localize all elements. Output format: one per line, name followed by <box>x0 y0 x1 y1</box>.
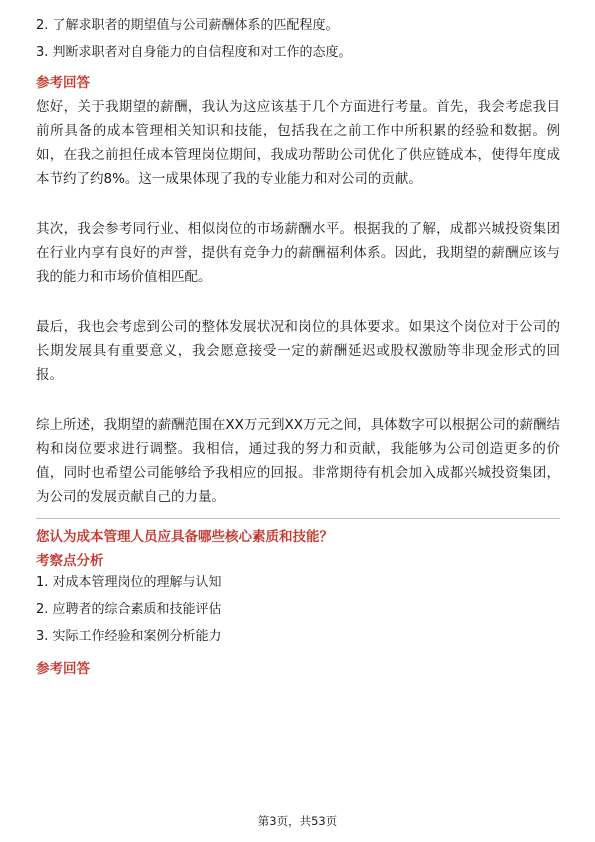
list-item: 3. 实际工作经验和案例分析能力 <box>36 629 222 644</box>
answer-paragraph: 最后，我也会考虑到公司的整体发展状况和岗位的具体要求。如果这个岗位对于公司的长期发展具有重要意义，我会愿意接受一定的薪酬延迟或股权激励等非现金形式的回报。 <box>36 319 560 383</box>
document-page <box>36 16 560 681</box>
answer-paragraph: 您好，关于我期望的薪酬，我认为这应该基于几个方面进行考量。首先，我会考虑我目前所具备的成本管理相关知识和技能，包括我在之前工作中所积累的经验和数据。例如，在我之前担任成本管理岗位期间，我成功帮助公司优化了供应链成本，使得年度成本节约了约8%。这一成果体现了我的专业能力和对公司的贡献。 <box>36 99 560 187</box>
list-item: 2. 应聘者的综合素质和技能评估 <box>36 602 222 617</box>
list-item: 3. 判断求职者对自身能力的自信程度和对工作的态度。 <box>36 45 352 60</box>
list-item: 1. 对成本管理岗位的理解与认知 <box>36 575 222 590</box>
analysis-heading: 考察点分析 <box>36 553 104 569</box>
list-item: 2. 了解求职者的期望值与公司薪酬体系的匹配程度。 <box>36 18 339 33</box>
answer-paragraph: 其次，我会参考同行业、相似岗位的市场薪酬水平。根据我的了解，成都兴城投资集团在行业内享有良好的声誉，提供有竞争力的薪酬福利体系。因此，我期望的薪酬应该与我的能力和市场价值相匹配。 <box>36 221 560 285</box>
section-divider <box>36 518 560 519</box>
answer-heading-2: 参考回答 <box>36 661 90 677</box>
question-title: 您认为成本管理人员应具备哪些核心素质和技能？ <box>36 529 333 545</box>
answer-paragraph: 综上所述，我期望的薪酬范围在XX万元到XX万元之间，具体数字可以根据公司的薪酬结构和岗位要求进行调整。我相信，通过我的努力和贡献，我能够为公司创造更多的价值，同时也希望公司能够给予我相应的回报。非常期待有机会加入成都兴城投资集团，为公司的发展贡献自己的力量。 <box>36 417 560 505</box>
page-footer: 第3页，共53页 <box>257 814 338 828</box>
answer-heading: 参考回答 <box>36 75 90 91</box>
